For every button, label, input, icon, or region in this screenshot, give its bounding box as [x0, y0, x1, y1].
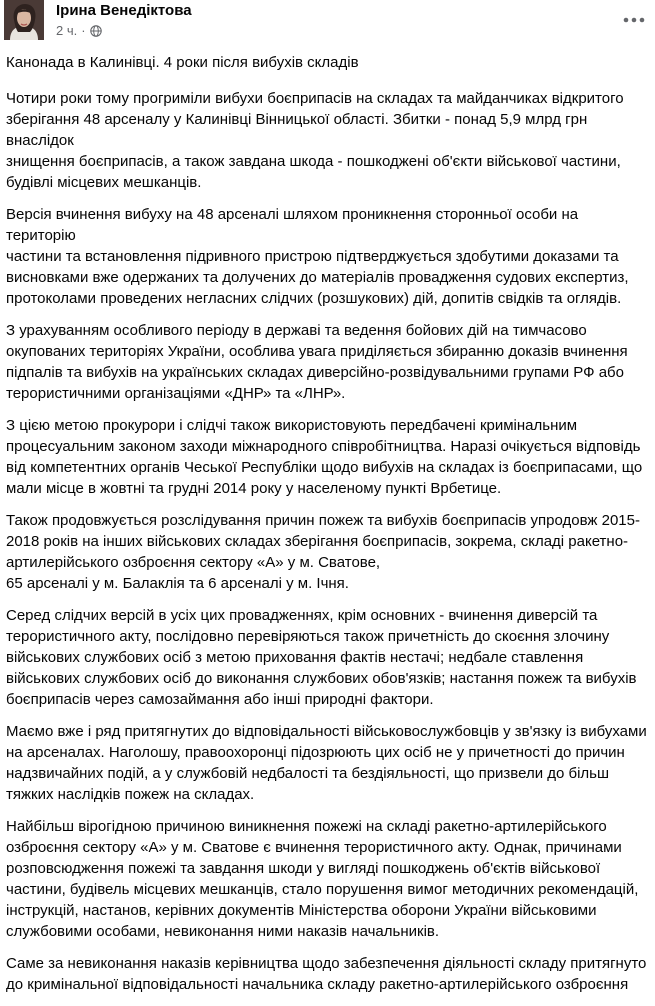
post-paragraph: Чотири роки тому прогриміли вибухи боєприпасів на складах та майданчиках відкритого зберігання 48 арсеналу у Калинівці Вінницької області. Збитки - понад 5,9 млрд грн внаслідок знищення боєприпасів, а також завдана шкода - пошкоджені об'єкти військової частини, будівлі місцевих мешканців. — [6, 90, 624, 191]
post-paragraph: Саме за невиконання наказів керівництва щодо забезпечення діяльності складу притягнуто до кримінальної відповідальності начальника складу ракетно-артилерійського озброєння — [6, 955, 647, 993]
post-timestamp[interactable]: 2 ч. — [56, 23, 78, 38]
author-name[interactable]: Ірина Венедіктова — [56, 2, 192, 19]
post-title: Канонада в Калинівці. 4 роки після вибухів складів — [6, 54, 359, 71]
more-horizontal-icon — [623, 17, 645, 23]
post-meta — [56, 23, 102, 39]
post-body — [6, 44, 651, 1006]
post-paragraph: Найбільш вірогідною причиною виникнення пожежі на складі ракетно-артилерійського озброєння сектору «А» у м. Сватове є вчинення терористичного акту. Однак, причинами розповсюдження пожежі та завдання шкоди у вигляді пошкоджень об'єктів військової частини, будівель місцевих мешканців, стало порушення вимог методичних рекомендацій, інструкцій, настанов, керівних документів Міністерства оборони України військовими службовими особами, невиконання ними наказів начальників. — [6, 818, 639, 940]
post-paragraph: Маємо вже і ряд притягнутих до відповідальності військовослужбовців у зв'язку із вибухами на арсеналах. Наголошу, правоохоронці підозрюють цих осіб не у причетності до причин надзвичайних подій, а у службовій недбалості та бездіяльності, що призвели до більш тяжких наслідків пожеж на складах. — [6, 723, 647, 803]
post-paragraph: З урахуванням особливого періоду в державі та ведення бойових дій на тимчасово окупованих територіях України, особлива увага приділяється збиранню доказів вчинення підпалів та вибухів на українських складах диверсійно-розвідувальними групами РФ або терористичними організаціями «ДНР» та «ЛНР». — [6, 322, 628, 402]
more-options-button[interactable] — [621, 10, 647, 30]
post-paragraph: З цією метою прокурори і слідчі також використовують передбачені кримінальним процесуальним законом заходи міжнародного співробітництва. Наразі очікується відповідь від компетентних органів Чеської Республіки щодо вибухів на складах із боєприпасами, що мали місце в жовтні та грудні 2014 року у населеному пункті Врбетице. — [6, 417, 643, 497]
post-paragraph: Серед слідчих версій в усіх цих провадженнях, крім основних - вчинення диверсій та терористичного акту, послідовно перевіряються також причетність до скоєння злочину військових службових осіб з метою приховання фактів нестачі; недбале ставлення військових службових осіб до виконання службових обов'язків; настання пожеж та вибухів боєприпасів через самозаймання або інші природні фактори. — [6, 607, 637, 708]
author-avatar[interactable] — [4, 0, 44, 40]
post-paragraph: Також продовжується розслідування причин пожеж та вибухів боєприпасів упродовж 2015- 2018 років на інших військових складах зберігання боєприпасів, зокрема, складі ракетно- артилерійського озброєння сектору «А» у м. Сватове, 65 арсеналі у м. Балаклія та 6 арсеналі у м. Ічня. — [6, 512, 640, 592]
meta-separator: · — [81, 23, 86, 38]
globe-icon[interactable] — [90, 25, 102, 37]
post-paragraph: Версія вчинення вибуху на 48 арсеналі шляхом проникнення сторонньої особи на територію частини та встановлення підривного пристрою підтверджується здобутими доказами та висновками вже одержаних та долучених до матеріалів провадження судових експертиз, протоколами проведених негласних слідчих (розшукових) дій, допитів свідків та оглядів. — [6, 206, 629, 307]
post-header — [0, 0, 655, 44]
